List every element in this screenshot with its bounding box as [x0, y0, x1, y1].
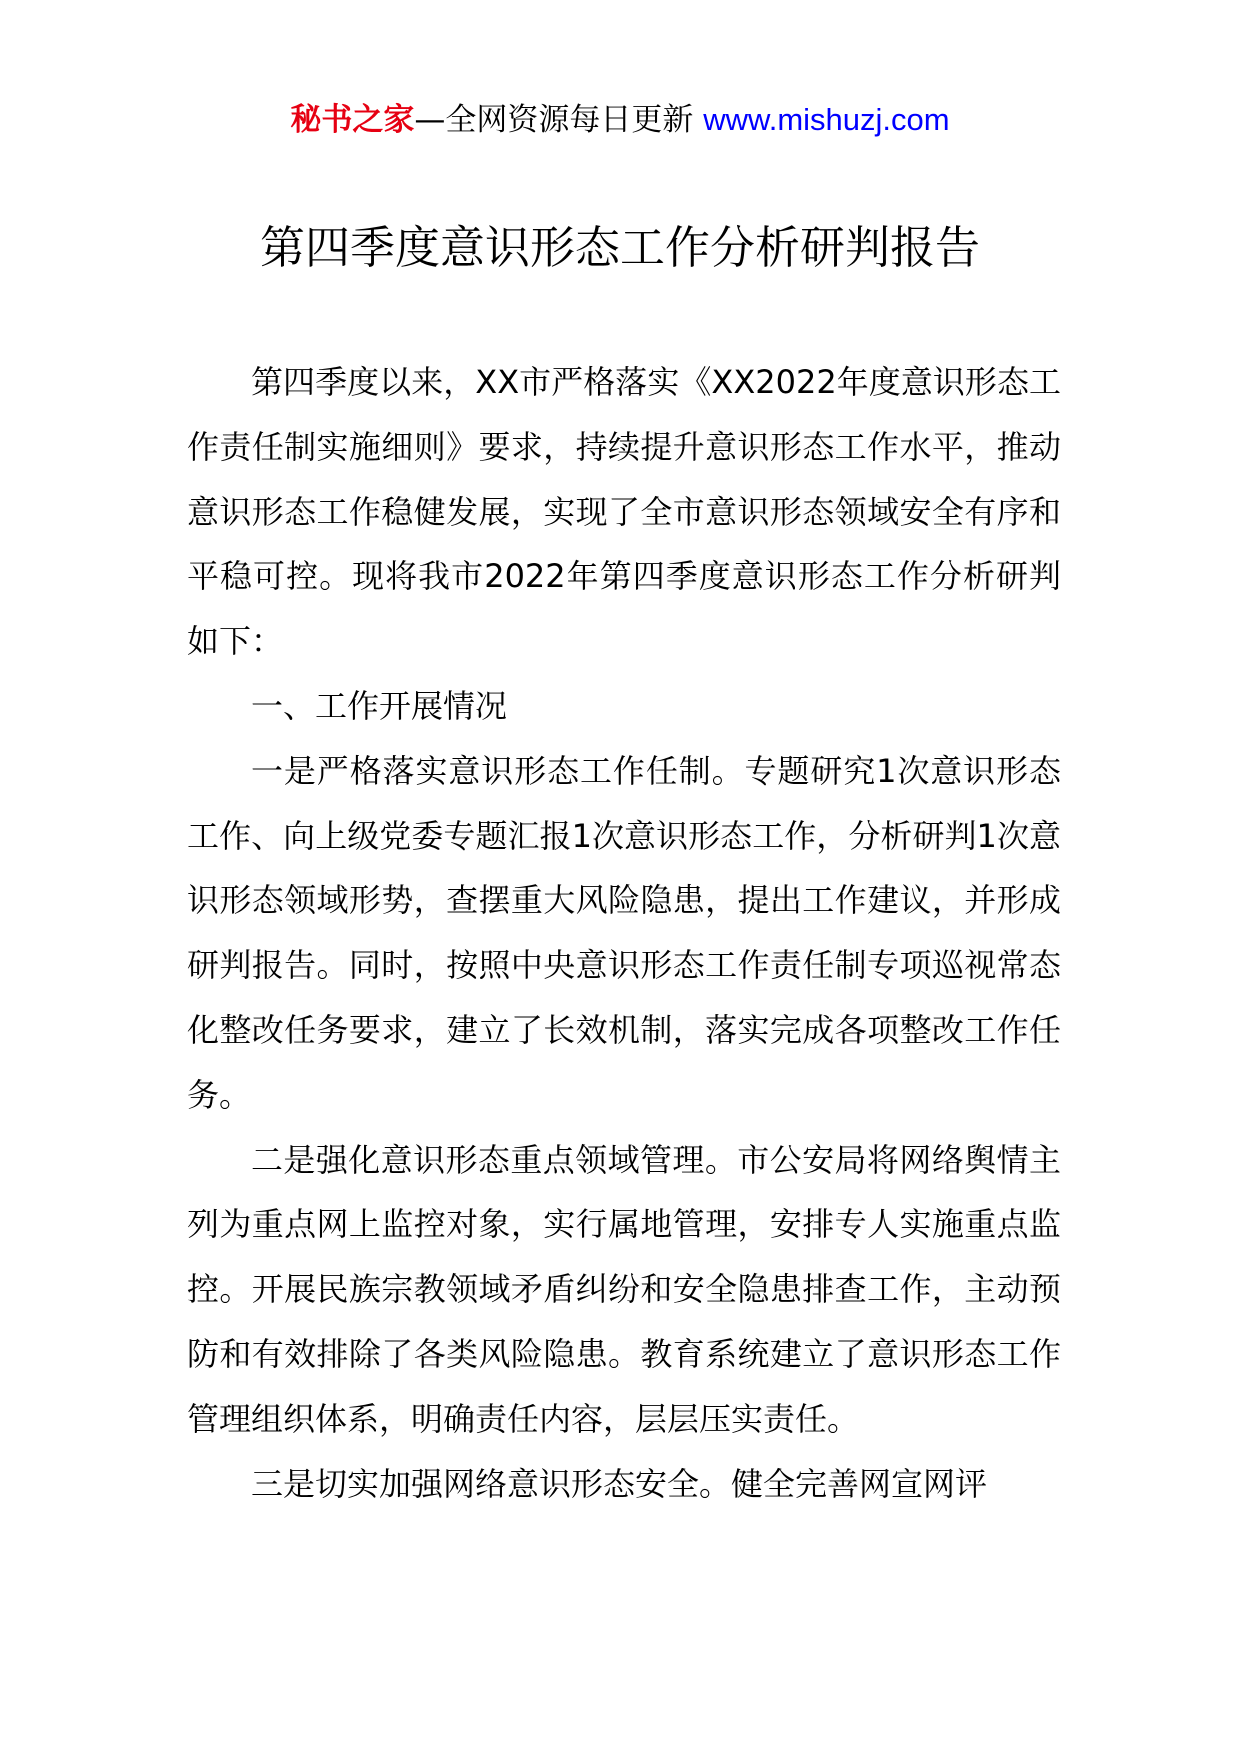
paragraph-point-2: 二是强化意识形态重点领域管理。市公安局将网络舆情主列为重点网上监控对象，实行属地管理，安排专人实施重点监控。开展民族宗教领域矛盾纠纷和安全隐患排查工作，主动预防和有效排除了各类风险隐患。教育系统建立了意识形态工作管理组织体系，明确责任内容，层层压实责任。 [187, 1140, 1061, 1438]
banner-tagline: —全网资源每日更新 [414, 102, 704, 138]
section-heading: 一、工作开展情况 [251, 686, 508, 725]
document-title: 第四季度意识形态工作分析研判报告 [259, 221, 980, 274]
brand-name: 秘书之家 [290, 102, 415, 138]
paragraph-point-3: 三是切实加强网络意识形态安全。健全完善网宣网评 [251, 1464, 988, 1503]
paragraph-point-1: 一是严格落实意识形态工作任制。专题研究1次意识形态工作、向上级党委专题汇报1次意识形态工作，分析研判1次意识形态领域形势，查摆重大风险隐患，提出工作建议，并形成研判报告。同时，按照中央意识形态工作责任制专项巡视常态化整改任务要求，建立了长效机制，落实完成各项整改工作任务。 [187, 751, 1061, 1114]
site-banner [0, 100, 1240, 140]
document-body [187, 350, 1061, 1516]
paragraph-intro: 第四季度以来，XX市严格落实《XX2022年度意识形态工作责任制实施细则》要求，持续提升意识形态工作水平，推动意识形态工作稳健发展，实现了全市意识形态领域安全有序和平稳可控。现将我市2022年第四季度意识形态工作分析研判如下： [187, 363, 1061, 661]
site-url[interactable]: www.mishuzj.com [703, 102, 950, 137]
